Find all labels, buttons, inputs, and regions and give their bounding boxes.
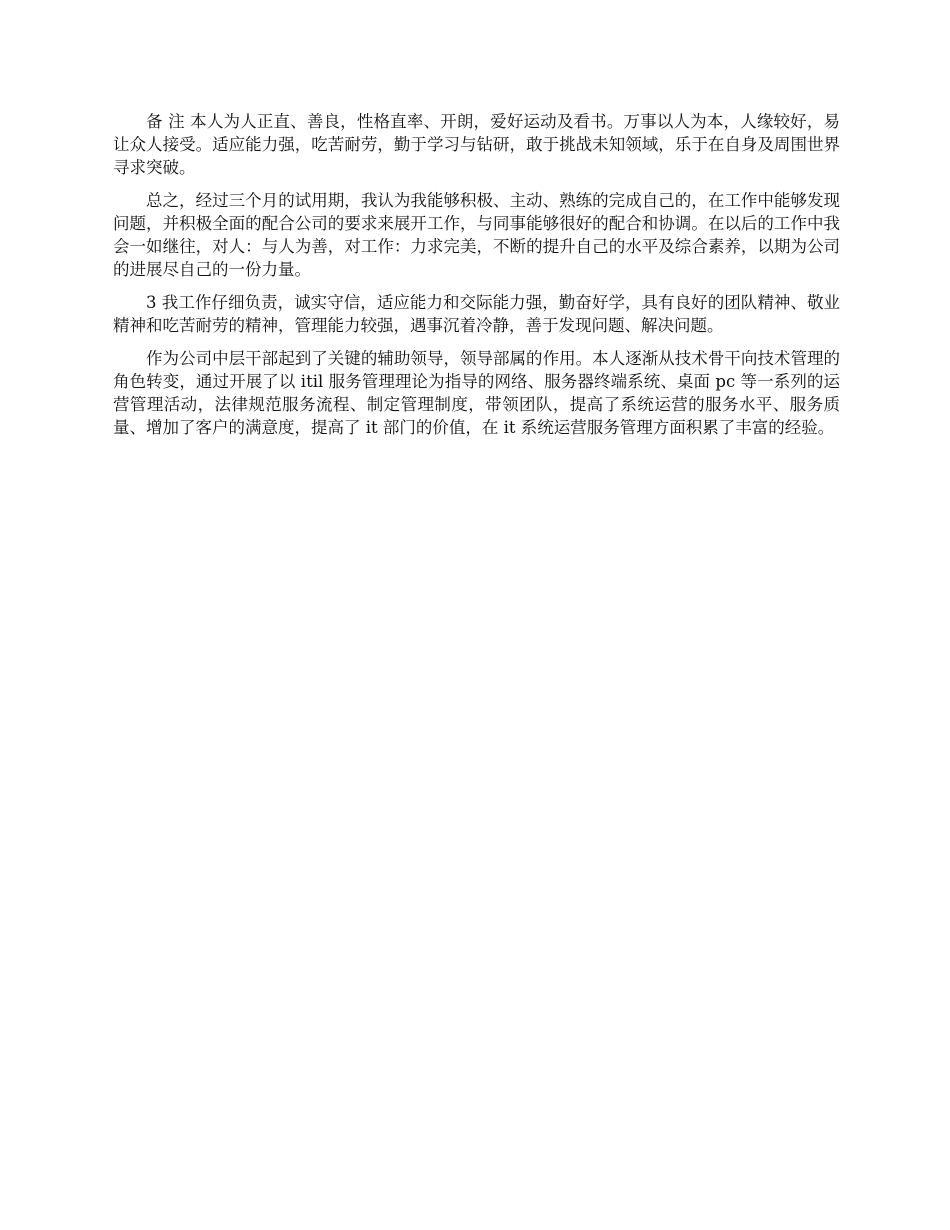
paragraph-qualities: 3 我工作仔细负责，诚实守信，适应能力和交际能力强，勤奋好学，具有良好的团队精神、敬业精神和吃苦耐劳的精神，管理能力较强，遇事沉着冷静，善于发现问题、解决问题。	[113, 293, 840, 335]
paragraph-management-role: 作为公司中层干部起到了关键的辅助领导，领导部属的作用。本人逐渐从技术骨干向技术管理的角色转变，通过开展了以 itil 服务管理理论为指导的网络、服务器终端系统、桌面 pc 等一系列的运营管理活动，法律规范服务流程、制定管理制度，带领团队，提高了系统运营的服务水平、服务质量、增加了客户的满意度，提高了 it 部门的价值，在 it 系统运营服务管理方面积累了丰富的经验。	[113, 349, 840, 437]
document-body	[113, 110, 840, 449]
paragraph-remarks: 备 注 本人为人正直、善良，性格直率、开朗，爱好运动及看书。万事以人为本，人缘较好，易让众人接受。适应能力强，吃苦耐劳，勤于学习与钻研，敢于挑战未知领域，乐于在自身及周围世界寻求突破。	[113, 112, 840, 177]
paragraph-summary: 总之，经过三个月的试用期，我认为我能够积极、主动、熟练的完成自己的，在工作中能够发现问题，并积极全面的配合公司的要求来展开工作，与同事能够很好的配合和协调。在以后的工作中我会一如继往，对人：与人为善，对工作：力求完美，不断的提升自己的水平及综合素养，以期为公司的进展尽自己的一份力量。	[113, 191, 840, 279]
